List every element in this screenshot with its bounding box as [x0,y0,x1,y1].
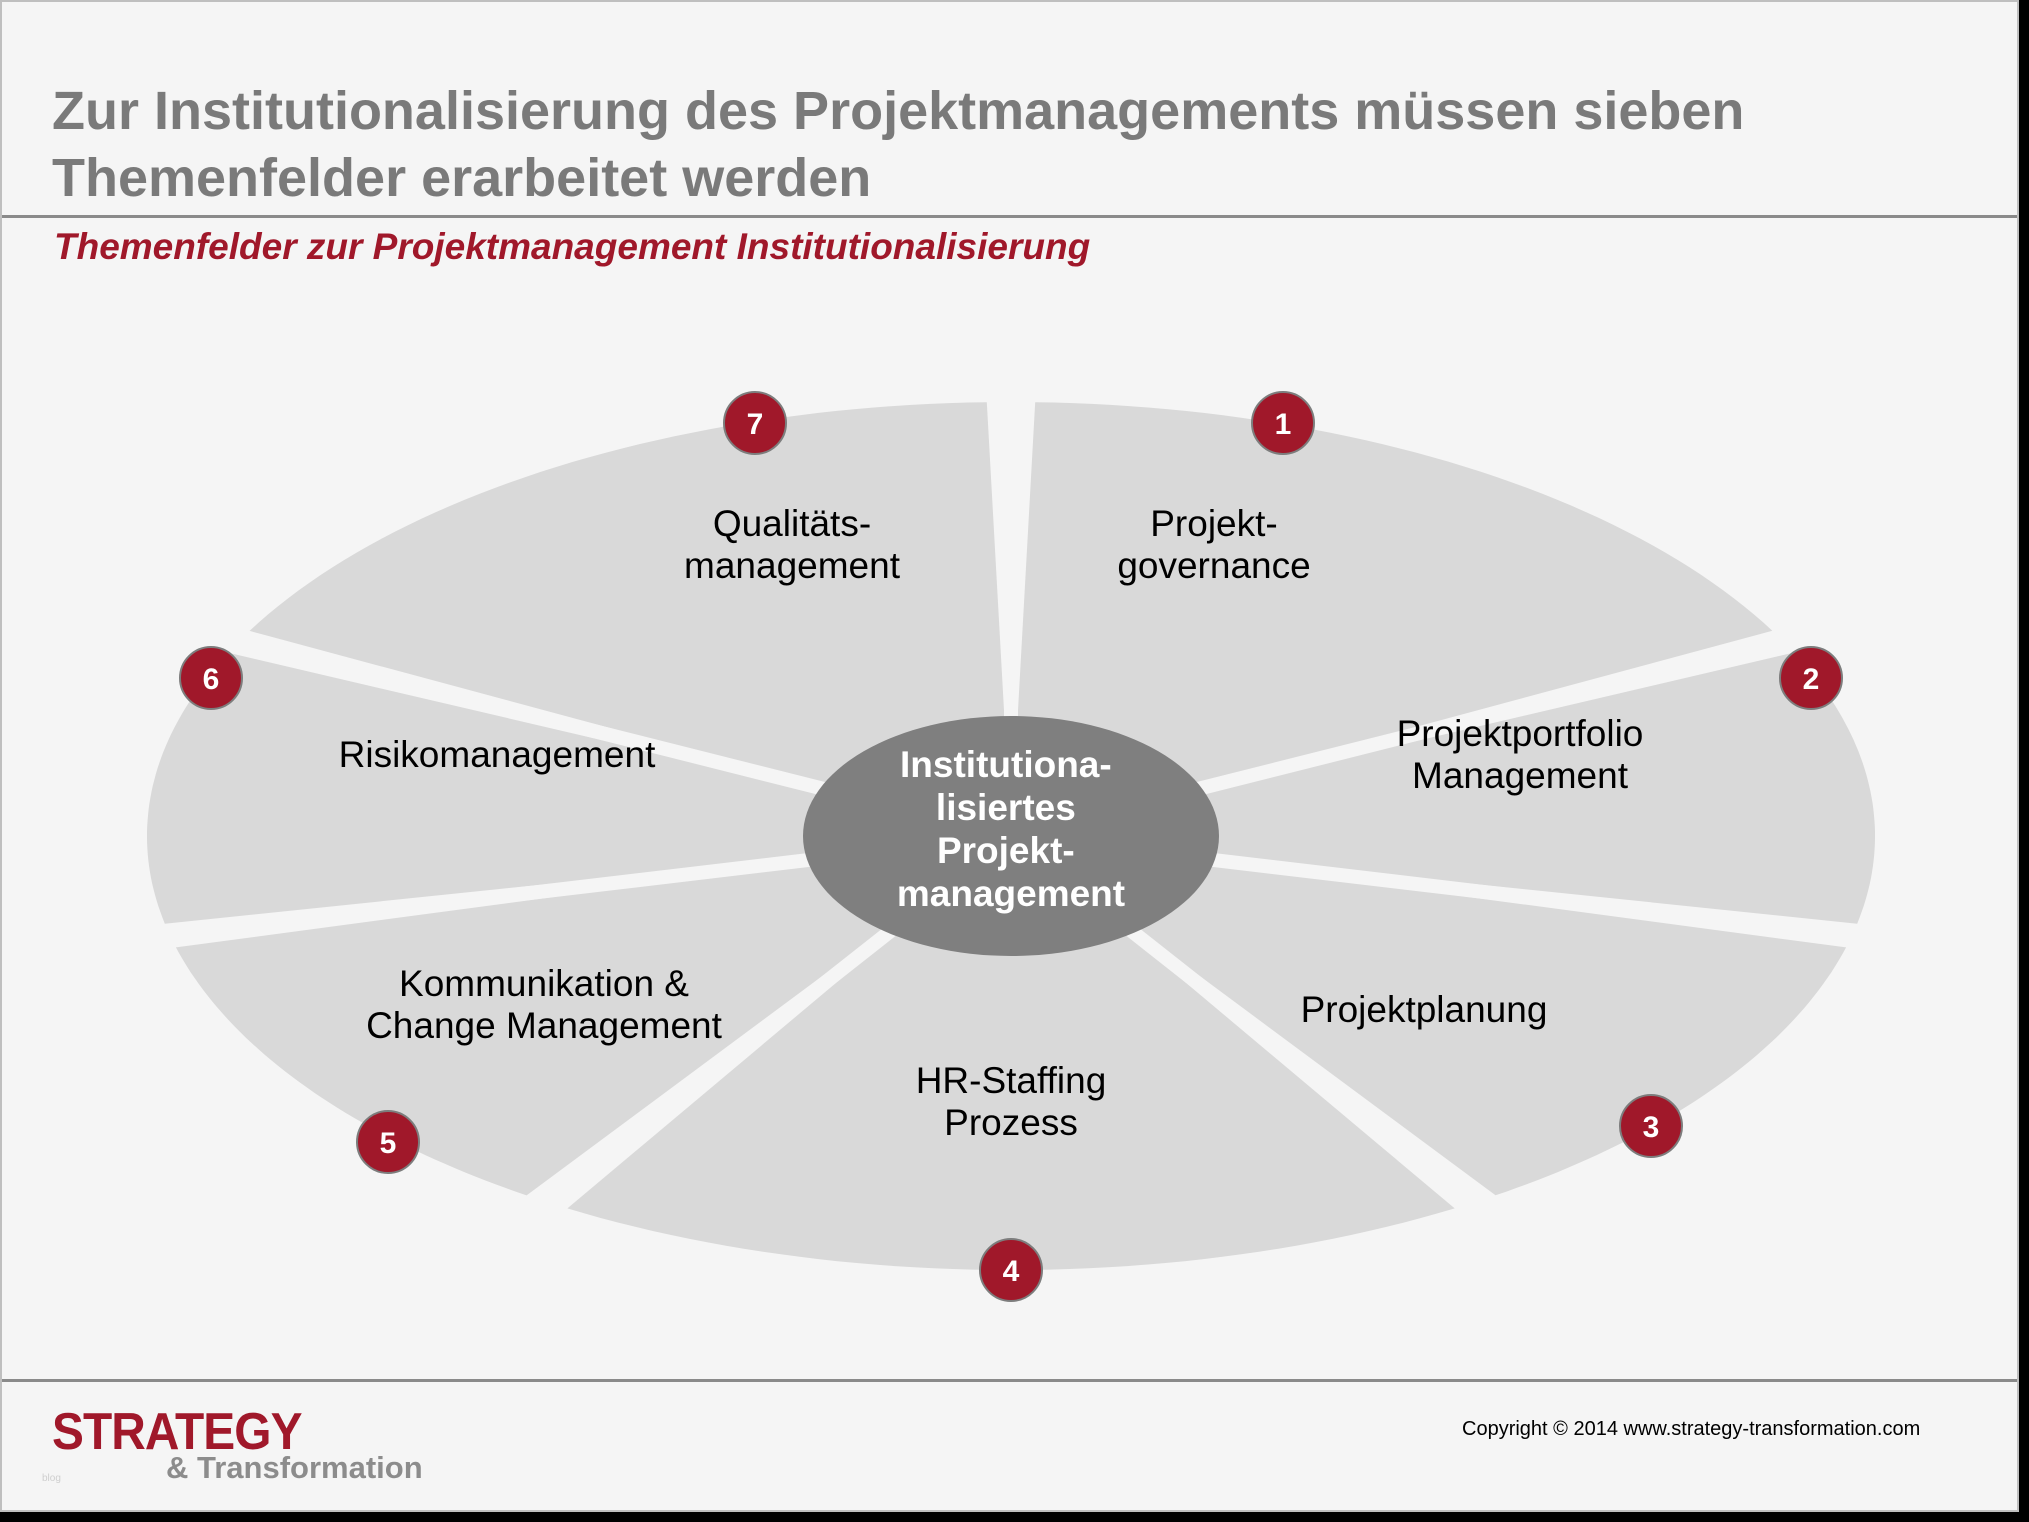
number-badge-6 [180,647,242,709]
segment-label-3 [1301,989,1548,1030]
segment-label-line: Projekt- [1150,503,1278,544]
center-hub [803,716,1219,956]
number-badge-5 [357,1111,419,1173]
badge-number: 4 [1002,1255,1020,1288]
segment-label-line: Risikomanagement [338,734,656,775]
segment-label-line: Prozess [944,1102,1078,1143]
segment-label-line: Qualitäts- [712,503,872,544]
segment-label-line: governance [1117,545,1311,586]
segment-label-4 [916,1060,1107,1143]
segment-label-2 [1397,713,1644,796]
subtitle: Themenfelder zur Projektmanagement Institutionalisierung [54,226,1091,267]
segment-label-6 [339,734,656,775]
number-badge-1 [1252,392,1314,454]
title-line-1: Zur Institutionalisierung des Projektmanagements müssen sieben [52,81,1745,141]
topic-wheel-diagram [2,2,2017,1512]
logo-strategy-text: STRATEGY [52,1403,302,1461]
center-line-2: lisiertes [935,787,1076,828]
badge-number: 1 [1274,408,1292,441]
segment-label-line: Projektportfolio [1396,713,1644,754]
copyright-text: Copyright © 2014 www.strategy-transformation.com [1462,1418,1921,1440]
segment-label-line: management [684,545,900,586]
number-badge-7 [724,392,786,454]
center-line-1: Institutiona- [900,744,1112,785]
segment-label-5 [366,963,723,1046]
number-badge-2 [1780,647,1842,709]
number-badge-3 [1620,1095,1682,1157]
segment-label-line: HR-Staffing [915,1060,1107,1101]
segment-label-7 [684,503,901,586]
badge-number: 7 [746,408,764,441]
number-badge-4 [980,1239,1042,1301]
center-line-3: Projekt- [936,830,1075,871]
badge-number: 2 [1802,663,1820,696]
logo-transformation-text: & Transformation [166,1450,423,1485]
segment-label-line: Management [1412,755,1628,796]
footer-divider [2,1379,2017,1382]
segment-label-line: Projektplanung [1300,989,1548,1030]
badge-number: 3 [1642,1111,1660,1144]
badge-number: 5 [379,1127,397,1160]
logo-blog-text: blog [42,1473,61,1484]
badge-number: 6 [202,663,220,696]
center-line-4: management [896,873,1126,914]
segment-label-line: Kommunikation & [399,963,689,1004]
segment-label-line: Change Management [366,1005,722,1046]
title-line-2: Themenfelder erarbeitet werden [52,148,872,208]
